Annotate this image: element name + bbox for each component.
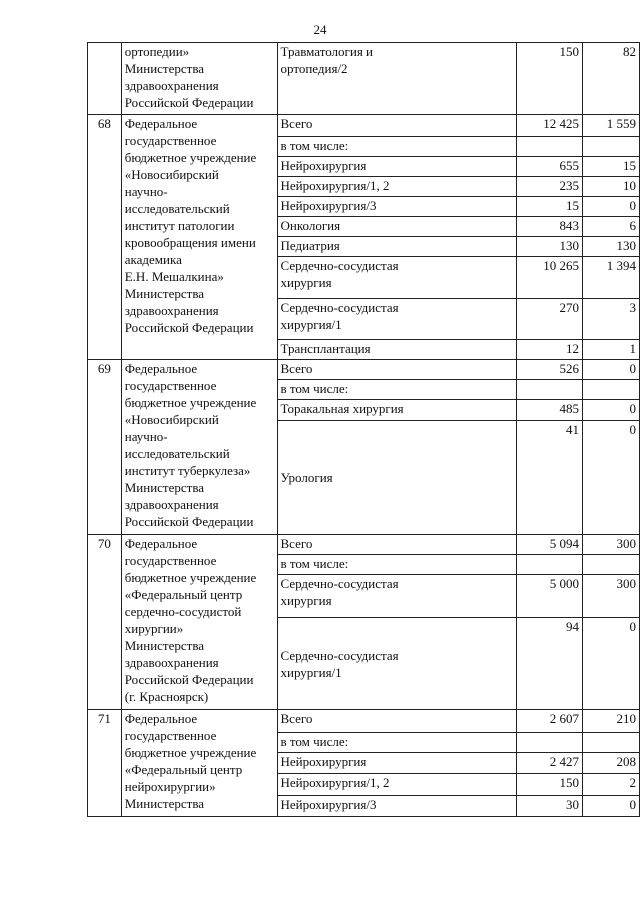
volume-allocated: 6 (582, 217, 639, 237)
volume-total: 526 (516, 360, 582, 380)
organization-line: здравоохранения (124, 78, 219, 93)
organization-line: научно- (124, 429, 168, 444)
organization-line: Министерства (124, 796, 205, 811)
profile-name (277, 575, 516, 618)
organization-line: академика (124, 252, 182, 267)
profile-name (277, 157, 516, 177)
organization-line: государственное (124, 133, 217, 148)
volume-total: 655 (516, 157, 582, 177)
volume-allocated (582, 137, 639, 157)
organization-line: бюджетное учреждение (124, 745, 257, 760)
volume-total: 41 (516, 421, 582, 535)
table-row (88, 535, 640, 555)
table-row (88, 115, 640, 137)
organization-line: государственное (124, 378, 217, 393)
volume-total: 5 094 (516, 535, 582, 555)
volume-total: 130 (516, 237, 582, 257)
organization-name (121, 710, 277, 817)
profile-name (277, 400, 516, 421)
volume-total (516, 380, 582, 400)
volume-allocated: 300 (582, 535, 639, 555)
organization-line: Российской Федерации (124, 320, 254, 335)
profile-line: ортопедия/2 (280, 61, 348, 76)
profile-line: Всего (280, 361, 313, 376)
volume-total: 150 (516, 43, 582, 115)
volume-allocated: 3 (582, 299, 639, 340)
profile-name (277, 753, 516, 774)
volume-total: 2 427 (516, 753, 582, 774)
profile-name (277, 217, 516, 237)
organization-line: государственное (124, 553, 217, 568)
organization-line: нейрохирургии» (124, 779, 216, 794)
volume-allocated: 0 (582, 360, 639, 380)
organization-line: (г. Красноярск) (124, 689, 209, 704)
profile-line: Торакальная хирургия (280, 401, 404, 416)
profile-line: Нейрохирургия (280, 754, 367, 769)
organization-line: бюджетное учреждение (124, 150, 257, 165)
volume-total: 30 (516, 796, 582, 817)
organization-line: «Федеральный центр (124, 587, 243, 602)
volume-allocated: 1 394 (582, 257, 639, 299)
organization-line: здравоохранения (124, 655, 219, 670)
volume-total: 12 425 (516, 115, 582, 137)
volume-allocated: 1 559 (582, 115, 639, 137)
organization-line: «Новосибирский (124, 412, 219, 427)
profile-line: хирургия (280, 275, 332, 290)
organization-line: Российской Федерации (124, 514, 254, 529)
organization-line: здравоохранения (124, 497, 219, 512)
volume-total: 94 (516, 618, 582, 710)
volume-allocated (582, 733, 639, 753)
profile-line: Травматология и (280, 44, 374, 59)
profile-name (277, 43, 516, 115)
profile-line: Нейрохирургия (280, 158, 367, 173)
volume-allocated (582, 380, 639, 400)
profile-name (277, 535, 516, 555)
volume-allocated: 10 (582, 177, 639, 197)
volume-total: 843 (516, 217, 582, 237)
profile-line: хирургия/1 (280, 317, 342, 332)
organization-name (121, 360, 277, 535)
organization-line: сердечно-сосудистой (124, 604, 242, 619)
table-row (88, 710, 640, 733)
profile-line: Педиатрия (280, 238, 340, 253)
volume-allocated: 300 (582, 575, 639, 618)
volume-allocated: 0 (582, 197, 639, 217)
profile-line: Сердечно-сосудистая (280, 647, 399, 663)
profile-name (277, 796, 516, 817)
row-number: 68 (88, 115, 122, 360)
organization-line: кровообращения имени (124, 235, 256, 250)
profile-name (277, 421, 516, 535)
organization-line: бюджетное учреждение (124, 570, 257, 585)
volume-allocated: 82 (582, 43, 639, 115)
profile-name (277, 360, 516, 380)
volume-total: 235 (516, 177, 582, 197)
profile-line: в том числе: (280, 734, 349, 749)
profile-line: Всего (280, 116, 313, 131)
volume-total: 12 (516, 340, 582, 360)
profile-line: Онкология (280, 218, 341, 233)
profile-line: Нейрохирургия/3 (280, 198, 377, 213)
profile-name (277, 197, 516, 217)
organization-line: Министерства (124, 638, 205, 653)
profile-line: Нейрохирургия/1, 2 (280, 775, 390, 790)
volume-allocated: 15 (582, 157, 639, 177)
row-number: 70 (88, 535, 122, 710)
volume-total (516, 555, 582, 575)
volume-allocated: 0 (582, 421, 639, 535)
profile-name (277, 340, 516, 360)
organization-line: государственное (124, 728, 217, 743)
profile-line: Нейрохирургия/3 (280, 797, 377, 812)
profile-line: Нейрохирургия/1, 2 (280, 178, 390, 193)
organization-name (121, 535, 277, 710)
volume-allocated: 2 (582, 774, 639, 796)
row-number: 71 (88, 710, 122, 817)
organization-line: Федеральное (124, 361, 198, 376)
organization-line: Федеральное (124, 116, 198, 131)
organization-line: Министерства (124, 61, 205, 76)
volume-total: 15 (516, 197, 582, 217)
profile-name (277, 733, 516, 753)
table-row (88, 43, 640, 115)
organization-line: Российской Федерации (124, 95, 254, 110)
organization-line: исследовательский (124, 201, 230, 216)
table-row (88, 360, 640, 380)
organization-line: исследовательский (124, 446, 230, 461)
profile-line: Всего (280, 711, 313, 726)
row-number (88, 43, 122, 115)
organization-line: «Новосибирский (124, 167, 219, 182)
profile-line: Урология (280, 470, 333, 485)
profile-name (277, 257, 516, 299)
table-body (88, 43, 640, 817)
volume-allocated: 0 (582, 400, 639, 421)
volume-total (516, 733, 582, 753)
volume-allocated: 208 (582, 753, 639, 774)
organization-line: Министерства (124, 286, 205, 301)
profile-name (277, 555, 516, 575)
profile-name (277, 237, 516, 257)
profile-name (277, 710, 516, 733)
organization-line: научно- (124, 184, 168, 199)
page-number: 24 (313, 22, 327, 37)
volume-allocated (582, 555, 639, 575)
volume-total: 10 265 (516, 257, 582, 299)
profile-name (277, 774, 516, 796)
allocation-table (87, 42, 640, 817)
profile-name (277, 137, 516, 157)
volume-allocated: 130 (582, 237, 639, 257)
profile-line: в том числе: (280, 138, 349, 153)
organization-name (121, 115, 277, 360)
volume-total: 150 (516, 774, 582, 796)
profile-line: Трансплантация (280, 341, 371, 356)
profile-name (277, 299, 516, 340)
profile-line: Сердечно-сосудистая (280, 258, 399, 273)
volume-allocated: 0 (582, 796, 639, 817)
profile-name (277, 177, 516, 197)
organization-line: ортопедии» (124, 44, 190, 59)
organization-line: бюджетное учреждение (124, 395, 257, 410)
organization-line: Российской Федерации (124, 672, 254, 687)
organization-line: «Федеральный центр (124, 762, 243, 777)
organization-line: Федеральное (124, 536, 198, 551)
volume-total: 270 (516, 299, 582, 340)
organization-line: здравоохранения (124, 303, 219, 318)
volume-total: 2 607 (516, 710, 582, 733)
volume-total: 485 (516, 400, 582, 421)
organization-name (121, 43, 277, 115)
organization-line: Федеральное (124, 711, 198, 726)
organization-line: Министерства (124, 480, 205, 495)
profile-line: Всего (280, 536, 313, 551)
organization-line: Е.Н. Мешалкина» (124, 269, 224, 284)
profile-line: в том числе: (280, 381, 349, 396)
organization-line: институт патологии (124, 218, 235, 233)
profile-line: Сердечно-сосудистая (280, 300, 399, 315)
row-number: 69 (88, 360, 122, 535)
profile-line: хирургия/1 (280, 664, 342, 680)
volume-allocated: 210 (582, 710, 639, 733)
profile-name (277, 380, 516, 400)
volume-allocated: 1 (582, 340, 639, 360)
volume-total (516, 137, 582, 157)
profile-line: хирургия (280, 593, 332, 608)
volume-allocated: 0 (582, 618, 639, 710)
organization-line: хирургии» (124, 621, 184, 636)
profile-name (277, 618, 516, 710)
profile-line: в том числе: (280, 556, 349, 571)
organization-line: институт туберкулеза» (124, 463, 251, 478)
volume-total: 5 000 (516, 575, 582, 618)
profile-name (277, 115, 516, 137)
profile-line: Сердечно-сосудистая (280, 576, 399, 591)
